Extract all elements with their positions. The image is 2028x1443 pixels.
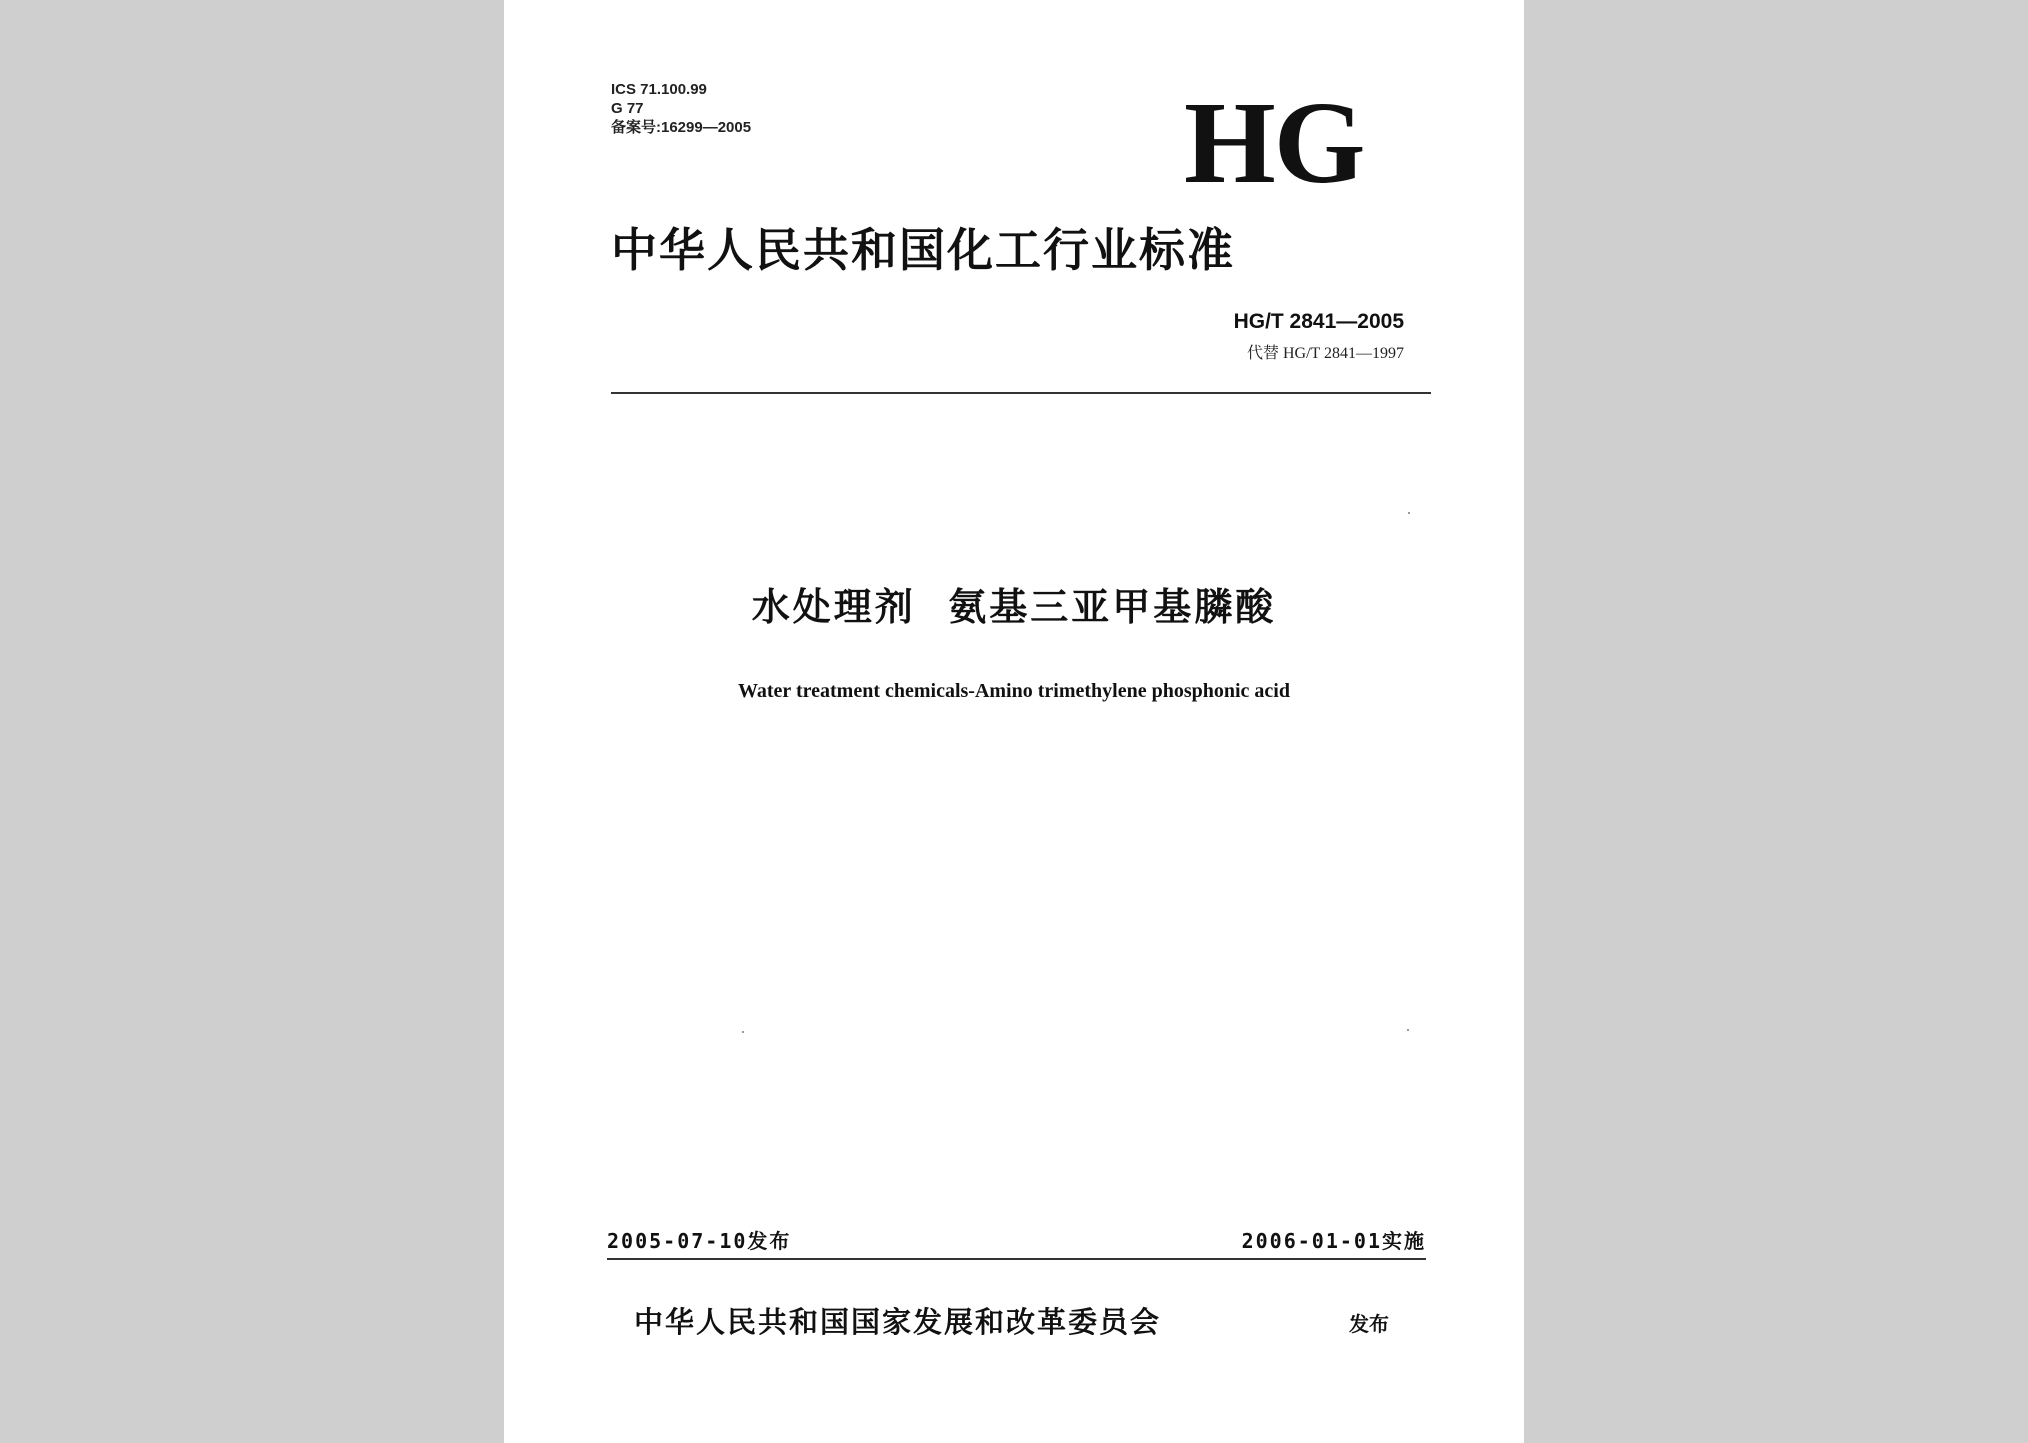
ccs-code: G 77 [611, 100, 644, 117]
scan-speck [1408, 512, 1410, 514]
effective-date: 2006-01-01实施 [1241, 1229, 1426, 1253]
standard-category-title: 中华人民共和国化工行业标准 [611, 223, 1235, 277]
publisher-name: 中华人民共和国国家发展和改革委员会 [634, 1305, 1162, 1339]
footer-divider [607, 1258, 1426, 1260]
ics-code: ICS 71.100.99 [611, 81, 707, 98]
replaces-standard: 代替 HG/T 2841—1997 [1246, 345, 1404, 362]
header-divider [611, 392, 1431, 394]
filing-number: 备案号:16299—2005 [611, 119, 752, 136]
hg-logo: HG [1184, 77, 1364, 208]
scan-speck [742, 1031, 744, 1033]
classification-block [611, 80, 751, 137]
standard-number: HG/T 2841—2005 [1233, 310, 1404, 333]
issue-date: 2005-07-10发布 [607, 1229, 792, 1253]
publish-label: 发布 [1349, 1312, 1389, 1336]
scan-speck [1407, 1029, 1409, 1031]
document-page [504, 0, 1524, 1443]
document-title-english: Water treatment chemicals-Amino trimethylene phosphonic acid [738, 680, 1290, 702]
document-title-chinese: 水处理剂 氨基三亚甲基膦酸 [751, 585, 1277, 629]
